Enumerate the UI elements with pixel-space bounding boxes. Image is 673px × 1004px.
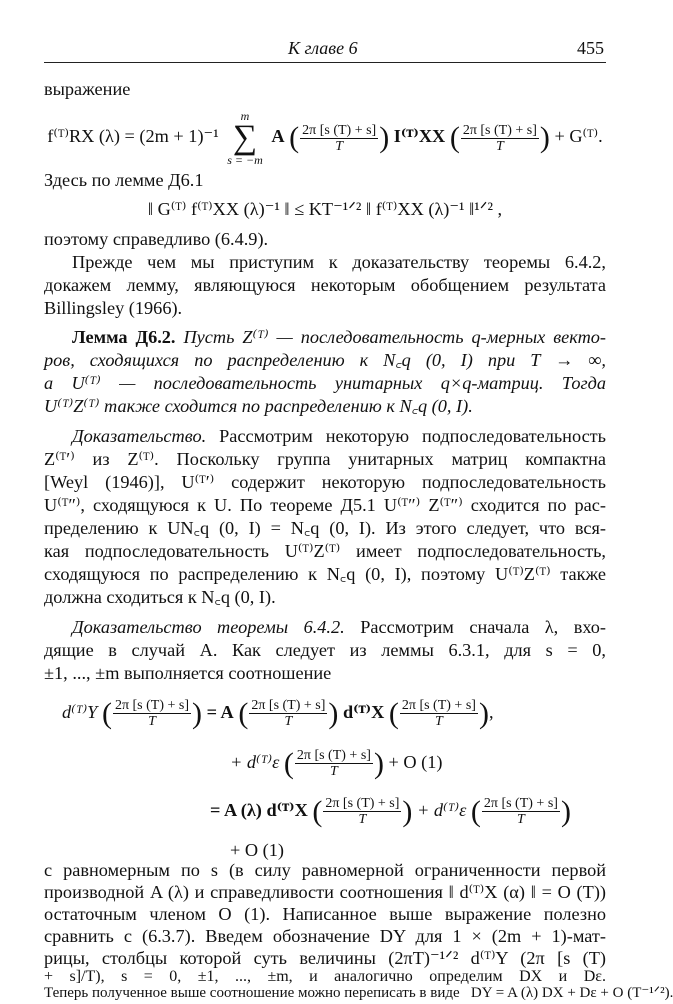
eq1-tail: + G⁽ᵀ⁾. [554, 126, 603, 147]
proof-line: Доказательство. Рассмотрим некоторую подпоследовательность [72, 426, 607, 446]
sum-symbol [227, 110, 263, 166]
fraction: $\frac{2\pi [s (T) + s]}{T}$ [462, 122, 537, 154]
fraction: $\frac{2\pi [s (T) + s]}{T}$ [483, 796, 558, 828]
equation-4: DY = A (λ) DX + Dε + O (T⁻¹ᐟ²). [470, 985, 673, 1001]
lemma-line: U⁽ᵀ⁾Z⁽ᵀ⁾ также сходится по распределению к N꜀q (0, I). [44, 396, 473, 416]
proof-line: должна сходиться к N꜀q (0, I). [44, 587, 276, 607]
header-rule [44, 62, 606, 63]
fraction: $\frac{2\pi [s (T) + s]}{T}$ [325, 796, 400, 828]
eq1-lhs: f⁽ᵀ⁾RX (λ) = (2m + 1)⁻¹ [47, 126, 219, 147]
equation-3d: + O (1) [230, 840, 284, 860]
text-line: Billingsley (1966). [44, 298, 183, 318]
text-line: Прежде чем мы приступим к доказательству теоремы 6.4.2, [72, 252, 606, 272]
text-line: с равномерным по s (в силу равномерной ограниченности первой [44, 860, 606, 880]
text-line: Здесь по лемме Д6.1 [44, 170, 204, 190]
text-line: Теперь полученное выше соотношение можно переписать в виде DY = A (λ) DX + Dε + O (T⁻¹ᐟ²). [44, 985, 673, 1001]
running-title: К главе 6 [288, 38, 358, 58]
proof-line: пределению к UN꜀q (0, I) = N꜀q (0, I). Из этого следует, что вся- [44, 518, 606, 538]
lemma-line: Лемма Д6.2. Пусть Z⁽ᵀ⁾ — последовательность q-мерных векто- [72, 327, 606, 347]
proof-line: Z⁽ᵀ′⁾ из Z⁽ᵀ⁾. Поскольку группа унитарных матриц компактна [44, 449, 606, 469]
proof-label: Доказательство. [72, 426, 207, 446]
equation-3c: = A (λ) d⁽ᵀ⁾X ( $\frac{2\pi [s (T) + s]}{T}$ ) + d⁽ᵀ⁾ε ( $\frac{2\pi [s (T) + s]}{T}$ ) [210, 794, 571, 828]
theorem-proof-line: ±1, ..., ±m выполняется соотношение [44, 663, 332, 683]
sum-upper-limit: m [240, 109, 250, 123]
eq1-i: I⁽ᵀ⁾XX [393, 126, 446, 147]
proof-line: сходящуюся по распределению к N꜀q (0, I), поэтому U⁽ᵀ⁾Z⁽ᵀ⁾ также [44, 564, 606, 584]
page-header [44, 38, 604, 60]
lemma-line: а U⁽ᵀ⁾ — последовательность унитарных q×q-матриц. Тогда [44, 373, 606, 393]
equation-1 [44, 109, 606, 167]
text-line: рицы, столбцы которой суть величины (2πT)⁻¹ᐟ² d⁽ᵀ⁾Y (2π [s (T) [44, 948, 606, 968]
paren-close: ) [379, 121, 390, 154]
proof-line: U⁽ᵀ″⁾, сходящуюся к U. По теореме Д5.1 U⁽ᵀ″⁾ Z⁽ᵀ″⁾ сходится по рас- [44, 495, 606, 515]
proof-line: кая подпоследовательность U⁽ᵀ⁾Z⁽ᵀ⁾ имеет подпоследовательность, [44, 541, 606, 561]
sigma-icon: ∑ [232, 119, 258, 156]
text-line: производной A (λ) и справедливости соотношения ‖ d⁽ᵀ⁾X (α) ‖ = O (T)) [44, 882, 606, 902]
theorem-proof-line: дящие в случай A. Как следует из леммы 6.3.1, для s = 0, [44, 640, 606, 660]
sum-lower-limit: s = −m [227, 153, 263, 167]
fraction: $\frac{2\pi [s (T) + s]}{T}$ [296, 748, 371, 780]
paren-open: ( [449, 121, 460, 154]
page-number: 455 [577, 38, 604, 58]
fraction: $\frac{2\pi [s (T) + s]}{T}$ [302, 122, 377, 154]
lemma-line: ров, сходящихся по распределению к N꜀q (0, I) при T → ∞, [44, 350, 606, 370]
fraction: $\frac{2\pi [s (T) + s]}{T}$ [401, 698, 476, 730]
fraction: $\frac{2\pi [s (T) + s]}{T}$ [114, 698, 189, 730]
equation-3b: + d⁽ᵀ⁾ε ( $\frac{2\pi [s (T) + s]}{T}$ ) + O (1) [230, 746, 443, 780]
text-line: выражение [44, 79, 131, 99]
text-line: поэтому справедливо (6.4.9). [44, 229, 269, 249]
paren-close: ) [539, 121, 550, 154]
text-line: сравнить с (6.3.7). Введем обозначение DY для 1 × (2m + 1)-мат- [44, 926, 606, 946]
paren-open: ( [289, 121, 300, 154]
theorem-proof-line: Доказательство теоремы 6.4.2. Рассмотрим сначала λ, вхо- [72, 617, 606, 637]
eq1-a: A [271, 126, 285, 147]
theorem-proof-label: Доказательство теоремы 6.4.2. [72, 617, 345, 637]
proof-line: [Weyl (1946)], U⁽ᵀ′⁾ содержит некоторую подпоследовательность [44, 472, 606, 492]
text-line: остаточным членом O (1). Написанное выше выражение полезно [44, 904, 606, 924]
text-line: докажем лемму, являющуюся некоторым обобщением результата [44, 275, 606, 295]
equation-2: ‖ G⁽ᵀ⁾ f⁽ᵀ⁾XX (λ)⁻¹ ‖ ≤ KT⁻¹ᐟ² ‖ f⁽ᵀ⁾XX (λ)⁻¹ ‖¹ᐟ² , [147, 199, 503, 219]
fraction: $\frac{2\pi [s (T) + s]}{T}$ [251, 698, 326, 730]
lemma-label: Лемма Д6.2. [72, 327, 176, 347]
text-line: + s]/T), s = 0, ±1, ..., ±m, и аналогично определим DX и Dε. [44, 968, 606, 985]
equation-3a: d⁽ᵀ⁾Y ( $\frac{2\pi [s (T) + s]}{T}$ ) = A ( $\frac{2\pi [s (T) + s]}{T}$ ) d⁽ᵀ⁾X ( $\frac{2\pi [s (T) + s]}{T}$ ), [62, 696, 494, 730]
